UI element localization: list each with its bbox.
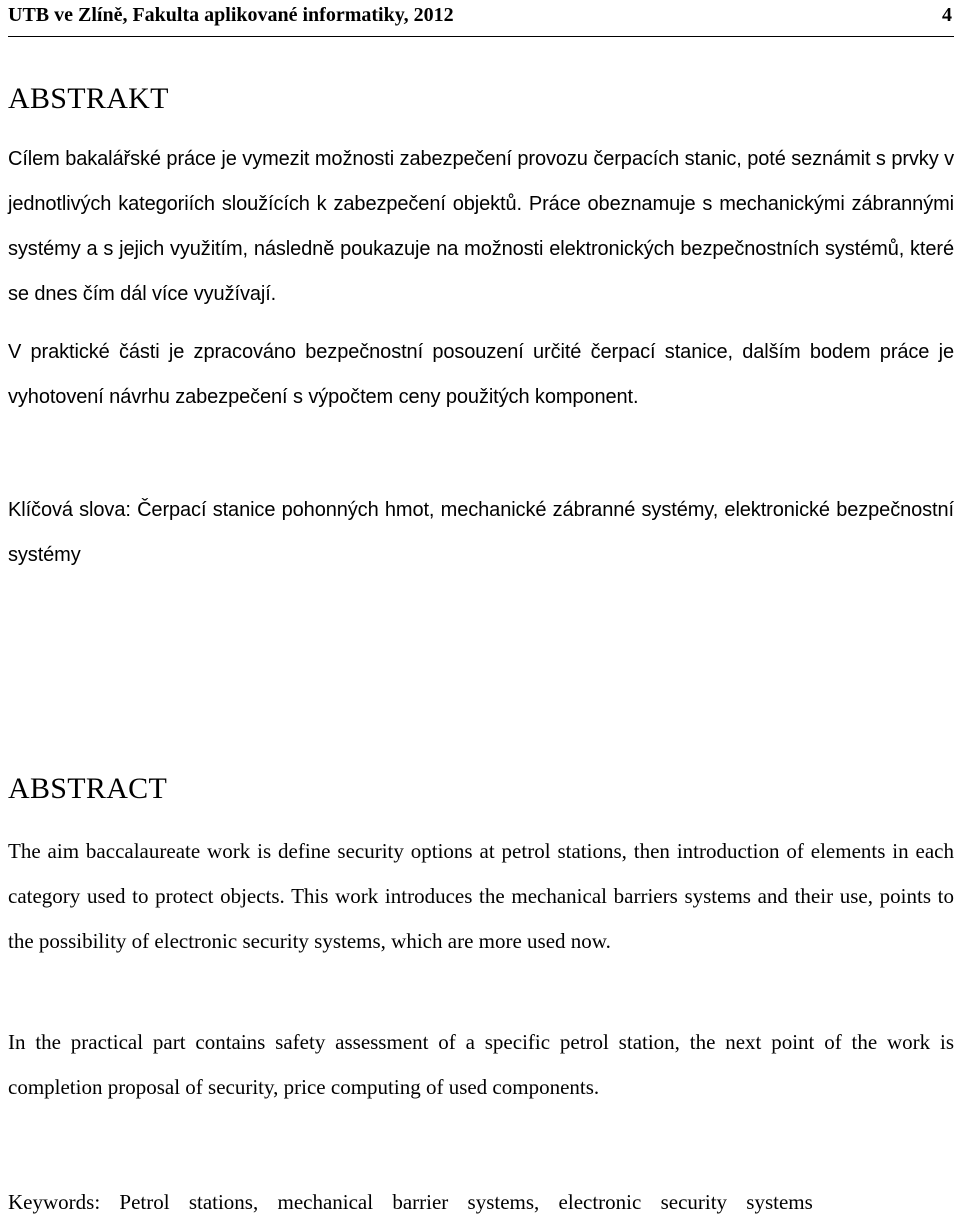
abstract-en-heading: ABSTRACT [8,772,168,805]
abstract-en-paragraph-2: In the practical part contains safety assessment of a specific petrol station, the next point of the work is completion proposal of security, price computing of used components. [8,1030,954,1099]
abstract-cz-heading: ABSTRAKT [8,82,169,115]
abstract-cz-keywords: Klíčová slova: Čerpací stanice pohonných hmot, mechanické zábranné systémy, elektronické bezpečnostní systémy [8,499,954,566]
page-header [8,0,954,37]
abstract-en-paragraph-1: The aim baccalaureate work is define security options at petrol stations, then introduction of elements in each category used to protect objects. This work introduces the mechanical barriers systems and their use, points to the possibility of electronic security systems, which are more used now. [8,839,954,953]
abstract-cz-paragraph-1: Cílem bakalářské práce je vymezit možnosti zabezpečení provozu čerpacích stanic, poté seznámit s prvky v jednotlivých kategoriích sloužících k zabezpečení objektů. Práce obeznamuje s mechanickými zábrannými systémy a s jejich využitím, následně poukazuje na možnosti elektronických bezpečnostních systémů, které se dnes čím dál více využívají. [8,148,954,305]
header-title: UTB ve Zlíně, Fakulta aplikované informatiky, 2012 [8,4,454,26]
page-number: 4 [942,4,952,26]
abstract-cz-paragraph-2: V praktické části je zpracováno bezpečnostní posouzení určité čerpací stanice, dalším bodem práce je vyhotovení návrhu zabezpečení s výpočtem ceny použitých komponent. [8,341,954,408]
abstract-en-keywords: Keywords: Petrol stations, mechanical barrier systems, electronic security systems [8,1190,813,1214]
